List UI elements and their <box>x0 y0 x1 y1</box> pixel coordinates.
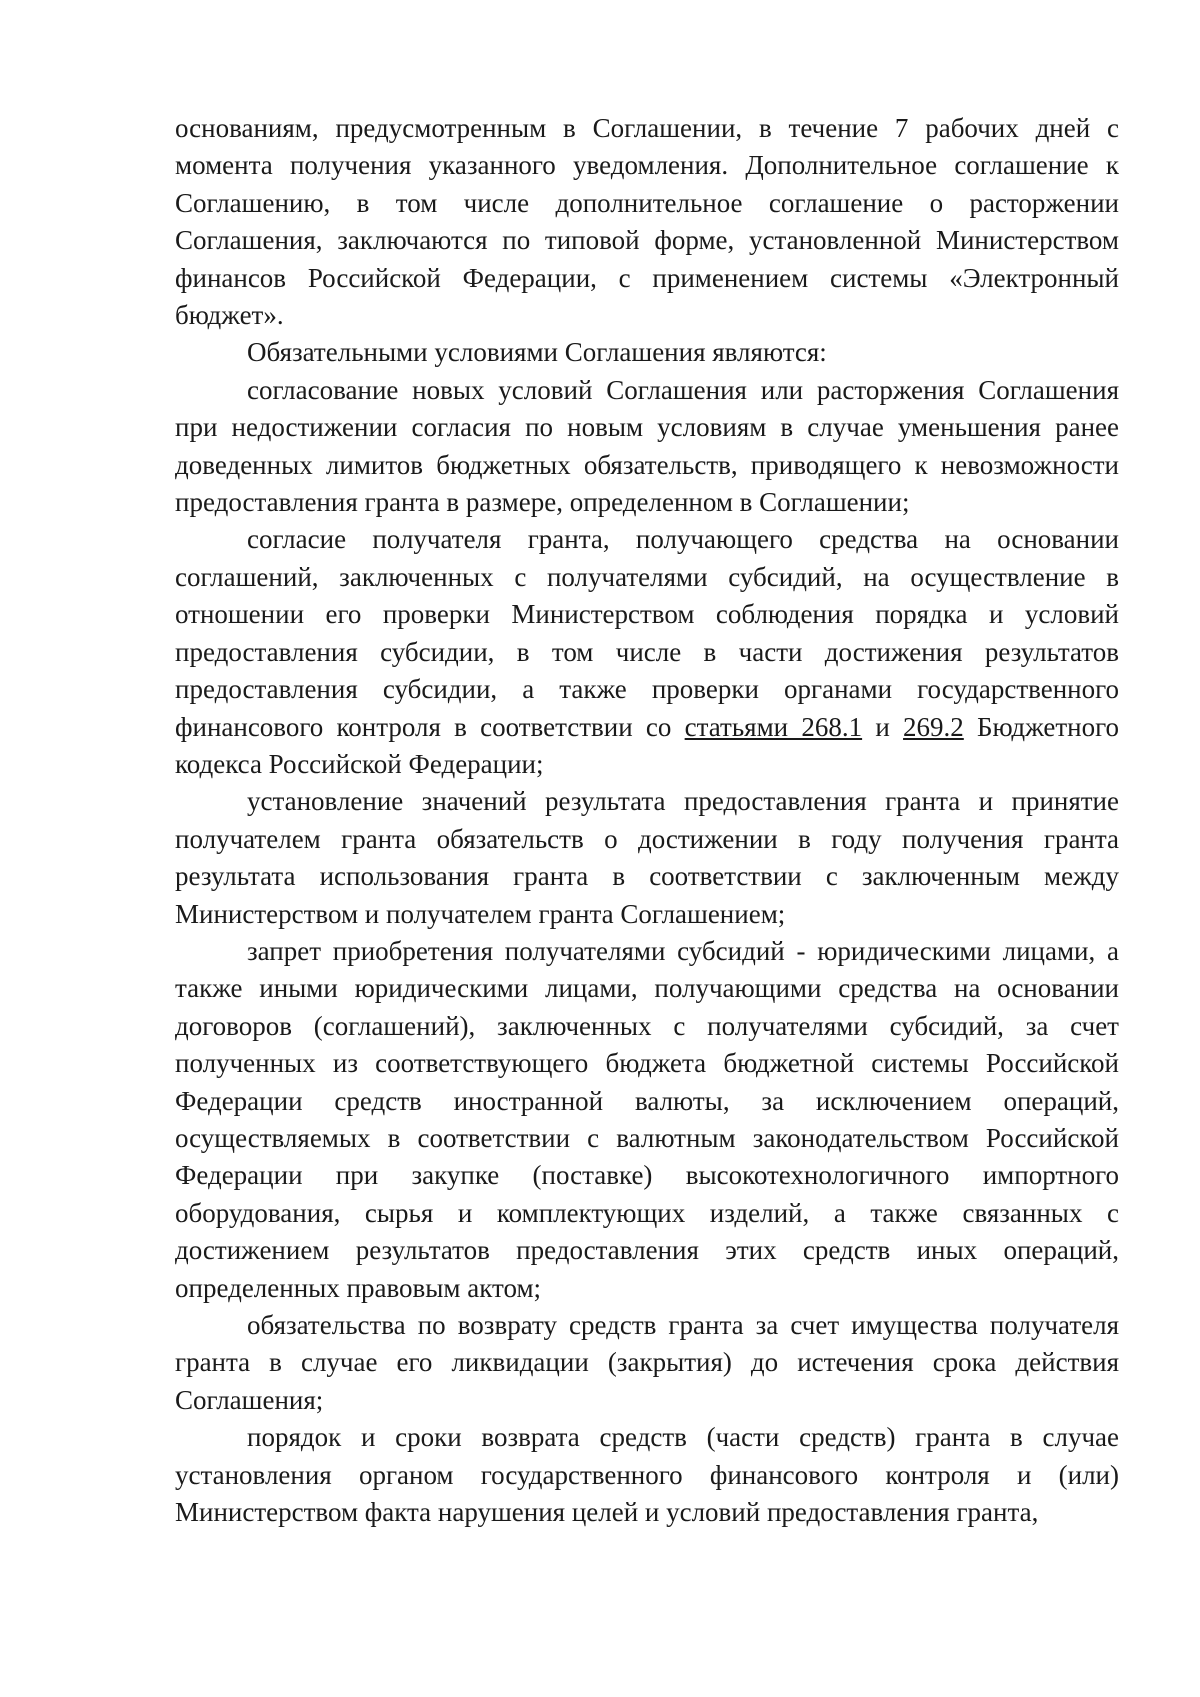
paragraph-condition-inspection-consent <box>175 521 1119 783</box>
paragraph-condition-return-procedure: порядок и сроки возврата средств (части средств) гранта в случае установления органом государственного финансового контроля и (или) Министерством факта нарушения целей и условий предоставления гранта, <box>175 1422 1119 1528</box>
paragraph-text-before-link: согласие получателя гранта, получающего средства на основании соглашений, заключенных с получателями субсидий, на осуществление в отношении его проверки Министерством соблюдения порядка и условий предоставления субсидии, в том числе в части достижения результатов предоставления субсидии, а также проверки органами государственного финансового контроля в соответствии со <box>175 524 1119 742</box>
link-article-269-2[interactable]: 269.2 <box>903 711 964 742</box>
paragraph-mandatory-conditions-heading: Обязательными условиями Соглашения являются: <box>247 337 827 368</box>
paragraph-condition-return-obligations: обязательства по возврату средств гранта за счет имущества получателя гранта в случае его ликвидации (закрытия) до истечения срока действия Соглашения; <box>175 1310 1119 1415</box>
document-body <box>175 110 1119 1531</box>
paragraph-continuation: основаниям, предусмотренным в Соглашении, в течение 7 рабочих дней с момента получения указанного уведомления. Дополнительное соглашение к Соглашению, в том числе дополнительное соглашение о расторжении Соглашения, заключаются по типовой форме, установленной Министерством финансов Российской Федерации, с применением системы «Электронный бюджет». <box>175 113 1119 331</box>
paragraph-condition-result-values: установление значений результата предоставления гранта и принятие получателем гранта обязательств о достижении в году получения гранта результата использования гранта в соответствии с заключенным между Министерством и получателем гранта Соглашением; <box>175 786 1119 929</box>
paragraph-condition-currency-ban: запрет приобретения получателями субсидий - юридическими лицами, а также иными юридическими лицами, получающими средства на основании договоров (соглашений), заключенных с получателями субсидий, за счет полученных из соответствующего бюджета бюджетной системы Российской Федерации средств иностранной валюты, за исключением операций, осуществляемых в соответствии с валютным законодательством Российской Федерации при закупке (поставке) высокотехнологичного импортного оборудования, сырья и комплектующих изделий, а также связанных с достижением результатов предоставления этих средств иных операций, определенных правовым актом; <box>175 935 1119 1303</box>
paragraph-text-after-link: Бюджетного кодекса Российской Федерации; <box>175 711 1120 779</box>
paragraph-text-between-links: и <box>862 711 904 742</box>
link-articles-268-1[interactable]: статьями 268.1 <box>684 711 863 742</box>
paragraph-condition-new-terms: согласование новых условий Соглашения или расторжения Соглашения при недостижении согласия по новым условиям в случае уменьшения ранее доведенных лимитов бюджетных обязательств, приводящего к невозможности предоставления гранта в размере, определенном в Соглашении; <box>175 374 1119 518</box>
